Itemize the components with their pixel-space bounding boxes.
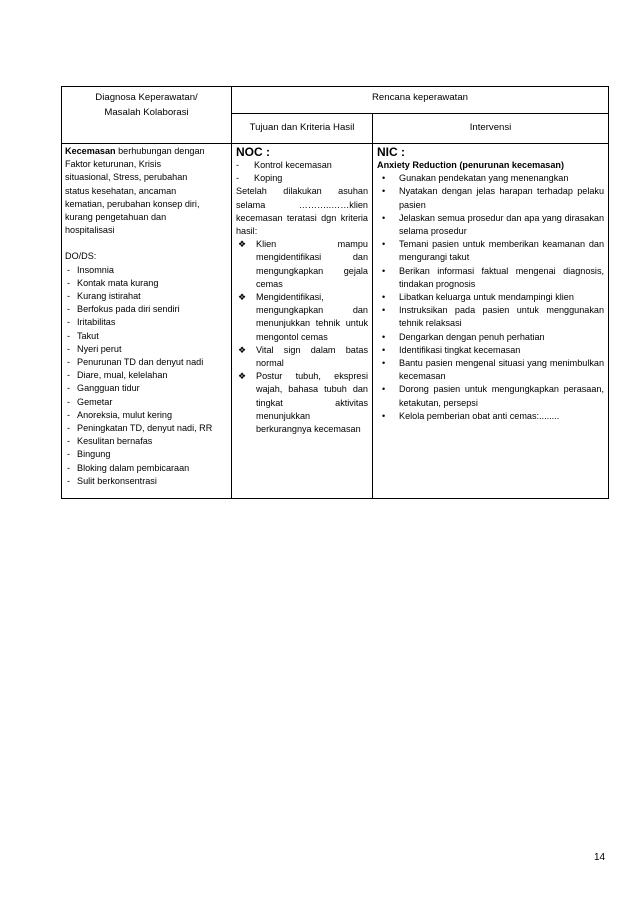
dods-item: - Gangguan tidur — [65, 382, 228, 395]
diamond-bullet-icon: ❖ — [238, 239, 247, 250]
bullet-dot-icon: • — [382, 305, 386, 316]
header-diagnosa — [62, 87, 232, 144]
nic-item: • Gunakan pendekatan yang menenangkan — [377, 172, 604, 185]
noc-criteria-item: ❖ Postur tubuh, ekspresi wajah, bahasa tubuh dan tingkat aktivitas menunjukkan berkurangnya kecemasan — [238, 371, 368, 435]
nic-cell — [373, 144, 609, 499]
diagnosa-line: kurang pengetahuan dan — [65, 212, 167, 223]
dods-item: - Peningkatan TD, denyut nadi, RR — [65, 422, 228, 435]
noc-item: - Koping — [236, 173, 283, 184]
page-number: 14 — [594, 852, 606, 863]
nic-item: • Berikan informasi faktual mengenai diagnosis, tindakan prognosis — [382, 265, 605, 289]
dods-label: DO/DS: — [65, 251, 97, 262]
nic-item: • Dengarkan dengan penuh perhatian — [377, 331, 604, 344]
noc-criteria-item: ❖ Klien mampu mengidentifikasi dan mengungkapkan gejala cemas — [238, 239, 368, 289]
diagnosa-lead-rest: berhubungan dengan — [115, 146, 205, 156]
nic-item: • Jelaskan semua prosedur dan apa yang dirasakan selama prosedur — [382, 212, 605, 237]
nic-item: • Kelola pemberian obat anti cemas:........ — [377, 410, 604, 423]
bullet-dot-icon: • — [382, 331, 386, 342]
diagnosa-cell — [62, 144, 232, 499]
dods-item: - Sulit berkonsentrasi — [65, 475, 228, 488]
noc-criteria-item: ❖ Vital sign dalam batas normal — [238, 344, 368, 369]
dods-item: - Bloking dalam pembicaraan — [65, 462, 228, 475]
nic-item: • Bantu pasien mengenal situasi yang menimbulkan kecemasan — [382, 358, 605, 382]
dods-item: - Anoreksia, mulut kering — [65, 409, 228, 422]
care-plan-sheet — [61, 86, 608, 499]
bullet-dot-icon: • — [382, 239, 386, 250]
diagnosa-line: kematian, perubahan konsep diri, — [65, 198, 200, 209]
noc-criteria-item: ❖ Mengidentifikasi, mengungkapkan dan menunjukkan tehnik untuk mengontol cemas — [238, 292, 368, 342]
nic-item: • Instruksikan pada pasien untuk menggunakan tehnik relaksasi — [382, 305, 605, 329]
dods-item: - Bingung — [65, 448, 228, 461]
bullet-dot-icon: • — [382, 292, 386, 303]
dods-item: - Kurang istirahat — [65, 290, 228, 303]
nic-item: • Identifikasi tingkat kecemasan — [377, 344, 604, 357]
diagnosa-lead — [65, 145, 228, 158]
dods-item: - Takut — [65, 330, 228, 343]
header-diagnosa-line1: Diagnosa Keperawatan/ — [95, 92, 198, 103]
dods-item: - Diare, mual, kelelahan — [65, 369, 228, 382]
care-plan-table — [61, 86, 609, 499]
bullet-dot-icon: • — [382, 344, 386, 355]
nic-subtitle: Anxiety Reduction (penurunan kecemasan) — [377, 160, 564, 170]
diagnosa-line: hospitalisasi — [65, 225, 115, 236]
diagnosa-line: situasional, Stress, perubahan — [65, 172, 188, 183]
bullet-dot-icon: • — [382, 265, 386, 276]
nic-list — [377, 172, 604, 423]
header-rencana: Rencana keperawatan — [232, 87, 609, 114]
nic-item: • Nyatakan dengan jelas harapan terhadap pelaku pasien — [382, 186, 605, 210]
dods-item: - Berfokus pada diri sendiri — [65, 303, 228, 316]
dods-item: - Insomnia — [65, 264, 228, 277]
header-diagnosa-line2: Masalah Kolaborasi — [104, 107, 189, 118]
noc-criteria-list — [236, 238, 368, 436]
nic-item: • Libatkan keluarga untuk mendampingi klien — [377, 291, 604, 304]
nic-item: • Temani pasien untuk memberikan keamanan dan mengurangi takut — [382, 239, 605, 263]
dods-item: - Gemetar — [65, 396, 228, 409]
diagnosa-line: status kesehatan, ancaman — [65, 185, 177, 196]
diagnosa-lead-bold: Kecemasan — [65, 146, 116, 156]
header-tujuan: Tujuan dan Kriteria Hasil — [232, 113, 373, 143]
bullet-dot-icon: • — [382, 173, 386, 184]
dods-item: - Iritabilitas — [65, 316, 228, 329]
diamond-bullet-icon: ❖ — [238, 371, 247, 382]
diamond-bullet-icon: ❖ — [238, 292, 247, 303]
diagnosa-line: Faktor keturunan, Krisis — [65, 159, 162, 170]
bullet-dot-icon: • — [382, 358, 386, 369]
diamond-bullet-icon: ❖ — [238, 344, 247, 355]
noc-cell — [232, 144, 373, 499]
dods-item: - Nyeri perut — [65, 343, 228, 356]
bullet-dot-icon: • — [382, 186, 386, 197]
dods-list — [65, 264, 228, 488]
bullet-dot-icon: • — [382, 410, 386, 421]
dods-item: - Kesulitan bernafas — [65, 435, 228, 448]
bullet-dot-icon: • — [382, 212, 386, 223]
nic-title: NIC : — [377, 145, 405, 159]
noc-item: - Kontrol kecemasan — [236, 160, 332, 170]
bullet-dot-icon: • — [382, 384, 386, 395]
header-intervensi: Intervensi — [373, 113, 609, 143]
noc-title: NOC : — [236, 145, 270, 159]
dods-item: - Penurunan TD dan denyut nadi — [65, 356, 228, 369]
dods-item: - Kontak mata kurang — [65, 277, 228, 290]
nic-item: • Dorong pasien untuk mengungkapkan perasaan, ketakutan, persepsi — [382, 384, 605, 408]
noc-intro: Setelah dilakukan asuhan selama ………..……klien kecemasan teratasi dgn kriteria hasil: — [236, 186, 368, 237]
